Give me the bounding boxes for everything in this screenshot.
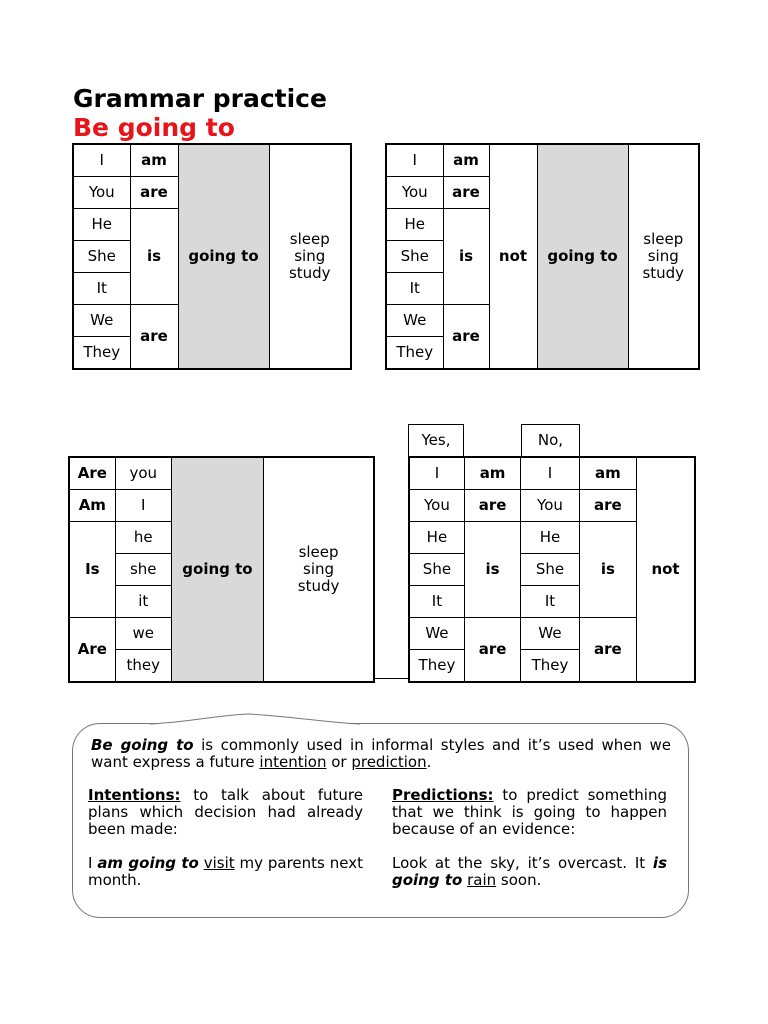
example-verbs-cell: [264, 457, 374, 682]
verb-cell: are: [443, 177, 489, 209]
pronoun-cell: You: [73, 177, 130, 209]
affirmative-table: [72, 143, 352, 370]
yes-pronoun-cell: He: [409, 522, 464, 554]
pronoun-cell: I: [115, 490, 171, 522]
verb-cell: am: [443, 144, 489, 177]
aux-cell: Is: [69, 522, 115, 618]
no-pronoun-cell: I: [521, 457, 579, 490]
not-cell: not: [489, 144, 537, 369]
note-intro: [91, 737, 671, 771]
example-verbs-cell: [269, 144, 351, 369]
example-verb: sleep: [298, 543, 339, 561]
yes-pronoun-cell: I: [409, 457, 464, 490]
pronoun-cell: He: [386, 209, 443, 241]
page-title: Grammar practice: [73, 84, 327, 113]
predictions-example-end: soon.: [496, 871, 542, 889]
pronoun-cell: She: [386, 241, 443, 273]
verb-cell: is: [130, 209, 178, 305]
pronoun-cell: He: [73, 209, 130, 241]
predictions-example: [392, 855, 667, 889]
example-verb: sleep: [289, 230, 330, 248]
not-cell: not: [637, 457, 695, 682]
pronoun-cell: I: [73, 144, 130, 177]
explanation-note: [72, 723, 689, 918]
note-callout-notch: [0, 708, 768, 728]
intentions-definition: [88, 787, 363, 838]
no-pronoun-cell: They: [521, 650, 579, 683]
no-pronoun-cell: He: [521, 522, 579, 554]
pronoun-cell: We: [73, 305, 130, 337]
aux-cell: Are: [69, 457, 115, 490]
pronoun-cell: She: [73, 241, 130, 273]
no-pronoun-cell: You: [521, 490, 579, 522]
yes-pronoun-cell: It: [409, 586, 464, 618]
going-to-cell: going to: [171, 457, 263, 682]
predictions-label: Predictions:: [392, 786, 494, 804]
intentions-example-start: I: [88, 854, 98, 872]
going-to-cell: going to: [537, 144, 628, 369]
no-verb-cell: am: [579, 457, 636, 490]
going-to-cell: going to: [178, 144, 269, 369]
pronoun-cell: You: [386, 177, 443, 209]
pronoun-cell: you: [115, 457, 171, 490]
yes-pronoun-cell: You: [409, 490, 464, 522]
example-verb: study: [642, 264, 685, 282]
predictions-example-verb: rain: [467, 871, 497, 889]
yes-verb-cell: are: [464, 618, 520, 683]
verb-cell: are: [443, 305, 489, 370]
aux-cell: Are: [69, 618, 115, 683]
page-subtitle: Be going to: [73, 113, 235, 142]
no-header: No,: [521, 424, 580, 456]
note-prediction-word: prediction: [351, 753, 427, 771]
negative-table: [385, 143, 700, 370]
predictions-column: [392, 787, 667, 889]
yes-verb-cell: am: [464, 457, 520, 490]
example-verb: sing: [647, 247, 679, 265]
example-verb: sing: [303, 560, 335, 578]
intentions-text: to talk about future plans which decision had already been made:: [88, 786, 363, 838]
no-pronoun-cell: She: [521, 554, 579, 586]
question-table: [68, 456, 375, 683]
note-intro-text: is commonly used in informal styles and it’s used when we want express a future: [91, 736, 671, 771]
intentions-example: [88, 855, 363, 889]
predictions-definition: [392, 787, 667, 838]
pronoun-cell: he: [115, 522, 171, 554]
pronoun-cell: it: [115, 586, 171, 618]
example-verb: study: [297, 577, 340, 595]
verb-cell: are: [130, 305, 178, 370]
example-verb: study: [288, 264, 331, 282]
pronoun-cell: They: [386, 337, 443, 370]
intentions-example-verb: visit: [203, 854, 235, 872]
intentions-column: [88, 787, 363, 889]
example-verbs-cell: [628, 144, 699, 369]
pronoun-cell: I: [386, 144, 443, 177]
yes-pronoun-cell: They: [409, 650, 464, 683]
yes-header: Yes,: [408, 424, 464, 456]
note-intro-end: .: [426, 753, 432, 771]
pronoun-cell: she: [115, 554, 171, 586]
pronoun-cell: they: [115, 650, 171, 683]
pronoun-cell: It: [386, 273, 443, 305]
intentions-example-end: my parents next month.: [88, 854, 363, 889]
no-verb-cell: is: [579, 522, 636, 618]
note-intro-or: or: [326, 753, 352, 771]
intentions-example-bold: am going to: [97, 854, 199, 872]
yes-verb-cell: is: [464, 522, 520, 618]
no-pronoun-cell: We: [521, 618, 579, 650]
verb-cell: is: [443, 209, 489, 305]
verb-cell: am: [130, 144, 178, 177]
no-pronoun-cell: It: [521, 586, 579, 618]
pronoun-cell: We: [386, 305, 443, 337]
predictions-example-start: Look at the sky, it’s overcast. It: [392, 854, 653, 872]
predictions-text: to predict something that we think is going to happen because of an evidence:: [392, 786, 667, 838]
yes-pronoun-cell: She: [409, 554, 464, 586]
short-answers-table: [408, 456, 696, 683]
example-verb: sing: [294, 247, 326, 265]
note-intro-term: Be going to: [91, 736, 194, 754]
no-verb-cell: are: [579, 490, 636, 522]
predictions-example-bold: is going to: [392, 854, 667, 889]
no-verb-cell: are: [579, 618, 636, 683]
verb-cell: are: [130, 177, 178, 209]
pronoun-cell: They: [73, 337, 130, 370]
yes-pronoun-cell: We: [409, 618, 464, 650]
table-connector-line: [374, 678, 410, 679]
pronoun-cell: we: [115, 618, 171, 650]
example-verb: sleep: [643, 230, 684, 248]
pronoun-cell: It: [73, 273, 130, 305]
intentions-label: Intentions:: [88, 786, 181, 804]
yes-verb-cell: are: [464, 490, 520, 522]
note-intention-word: intention: [259, 753, 327, 771]
aux-cell: Am: [69, 490, 115, 522]
